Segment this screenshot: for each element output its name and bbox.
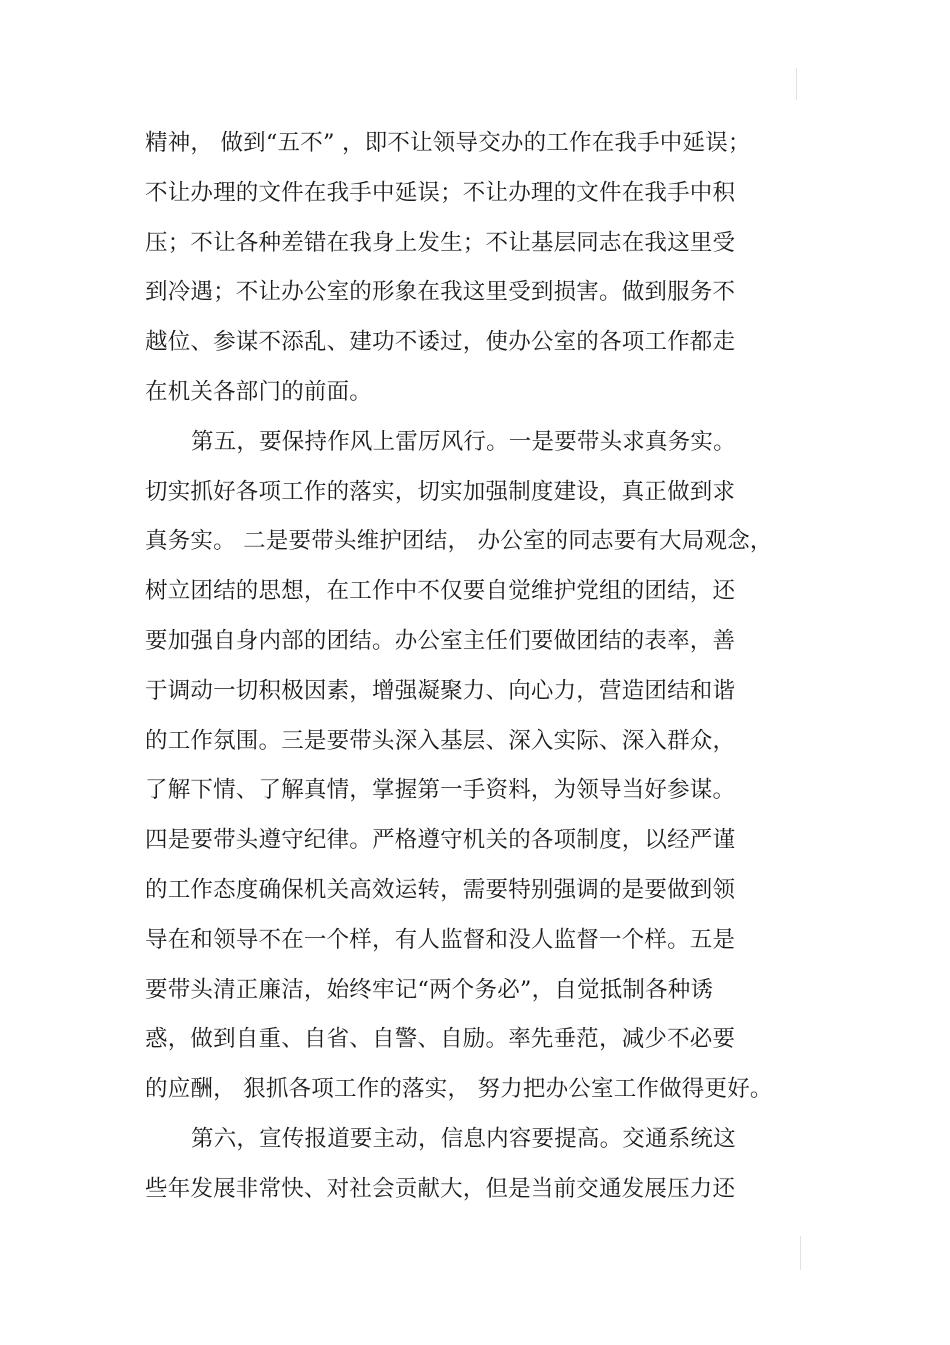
text-line: 越位、参谋不添乱、建功不诿过，使办公室的各项工作都走 [145,329,736,356]
text-line: 了解下情、了解真情，掌握第一手资料，为领导当好参谋。 [145,777,736,804]
text-line: 于调动一切积极因素，增强凝聚力、向心力，营造团结和谐 [145,677,736,704]
paragraph-start-line: 第六，宣传报道要主动，信息内容要提高。交通系统这 [191,1125,736,1152]
document-body [145,119,785,1215]
text-line: 要带头清正廉洁，始终牢记“两个务必”，自觉抵制各种诱 [145,976,714,1003]
text-line: 的应酬， 狠抓各项工作的落实， 努力把办公室工作做得更好。 [145,1076,773,1103]
text-line: 切实抓好各项工作的落实，切实加强制度建设，真正做到求 [145,478,736,505]
text-line: 精神， 做到“五不” ，即不让领导交办的工作在我手中延误； [145,130,751,156]
page-edge-mark-bottom [800,1236,801,1270]
text-line: 树立团结的思想，在工作中不仅要自觉维护党组的团结，还 [145,578,736,605]
text-line: 惑，做到自重、自省、自警、自励。率先垂范，减少不必要 [145,1026,736,1053]
text-line: 不让办理的文件在我手中延误；不让办理的文件在我手中积 [145,179,736,206]
text-line: 的工作态度确保机关高效运转，需要特别强调的是要做到领 [145,876,736,903]
text-line: 些年发展非常快、对社会贡献大，但是当前交通发展压力还 [145,1175,736,1202]
text-line: 四是要带头遵守纪律。严格遵守机关的各项制度，以经严谨 [145,827,736,854]
text-line: 在机关各部门的前面。 [145,378,373,405]
text-line: 的工作氛围。三是要带头深入基层、深入实际、深入群众， [145,727,736,754]
text-line: 真务实。 二是要带头维护团结， 办公室的同志要有大局观念， [145,528,773,555]
page-edge-mark-top [796,68,797,100]
text-line: 要加强自身内部的团结。办公室主任们要做团结的表率，善 [145,627,736,654]
text-line: 到冷遇；不让办公室的形象在我这里受到损害。做到服务不 [145,279,736,306]
paragraph-start-line: 第五，要保持作风上雷厉风行。一是要带头求真务实。 [191,428,736,455]
text-line: 导在和领导不在一个样，有人监督和没人监督一个样。五是 [145,926,736,953]
text-line: 压；不让各种差错在我身上发生；不让基层同志在我这里受 [145,229,736,256]
